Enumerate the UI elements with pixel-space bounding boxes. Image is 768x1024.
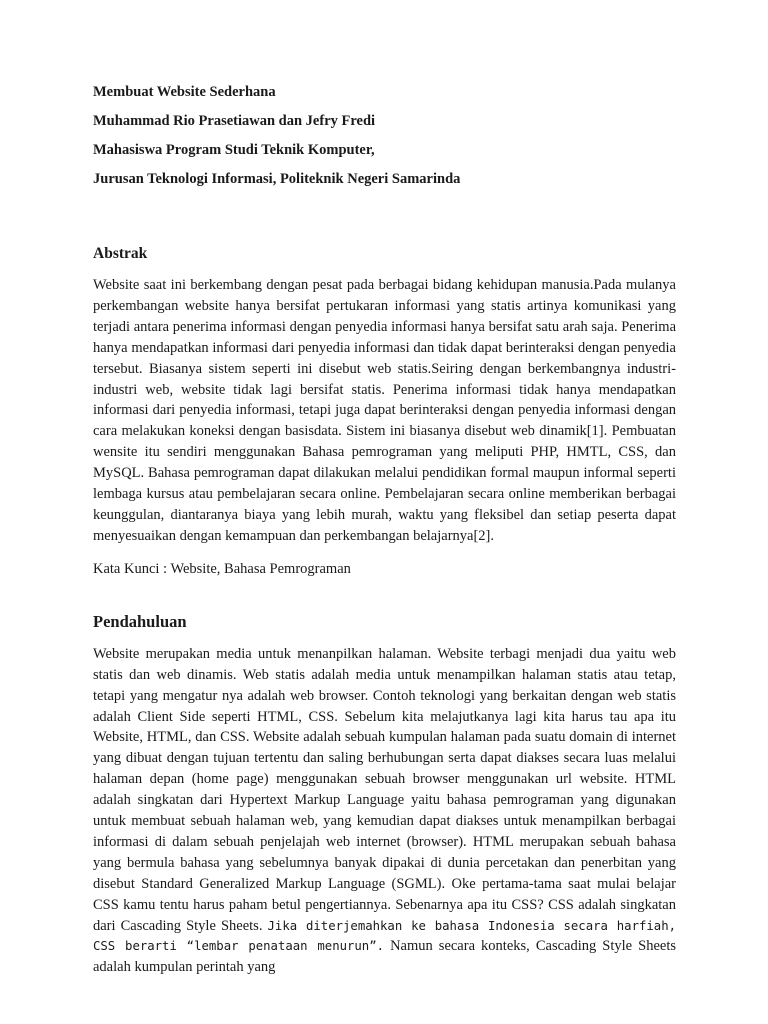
abstract-paragraph: Website saat ini berkembang dengan pesat pada berbagai bidang kehidupan manusia.Pada mulanya perkembangan website hanya bersifat pertukaran informasi yang statis artinya komunikasi yang terjadi antara penerima informasi dengan penyedia informasi hanya bersifat satu arah saja. Penerima hanya mendapatkan informasi dari penyedia informasi dan tidak dapat berinteraksi dengan penyedia tersebut. Biasanya sistem seperti ini disebut web statis.Seiring dengan berkembangnya industri-industri web, website tidak lagi bersifat statis. Penerima informasi tidak hanya mendapatkan informasi dari penyedia informasi, tetapi juga dapat berinteraksi dengan penyedia informasi dengan cara melakukan koneksi dengan basisdata. Sistem ini biasanya disebut web dinamik[1]. Pembuatan wensite itu sendiri menggunakan Bahasa pemrograman yang meliputi PHP, HMTL, CSS, dan MySQL. Bahasa pemrograman dapat dilakukan melalui pendidikan formal maupun informal seperti lembaga kursus atau pembelajaran secara online. Pembelajaran secara online memberikan berbagai keunggulan, diantaranya biaya yang lebih murah, waktu yang fleksibel dan setiap peserta dapat menyesuaikan dengan kemampuan dan perkembangan belajarnya[2].	[93, 277, 676, 544]
paper-header	[93, 0, 676, 188]
paper-affiliation-department: Jurusan Teknologi Informasi, Politeknik Negeri Samarinda	[93, 171, 461, 187]
introduction-text-end: Namun secara konteks, Cascading Style Sheets adalah kumpulan perintah yang	[93, 938, 676, 976]
paper-title: Membuat Website Sederhana	[93, 84, 276, 100]
introduction-text-tail: Jika diterjemahkan ke bahasa Indonesia secara harfiah, CSS berarti “lembar penataan menurun”.	[93, 918, 677, 954]
introduction-text: Website merupakan media untuk menanpilkan halaman. Website terbagi menjadi dua yaitu web statis dan web dinamis. Web statis adalah media untuk menampilkan halaman statis atau tetap, tetapi yang mengatur nya adalah web browser. Contoh teknologi yang berkaitan dengan web statis adalah Client Side seperti HTML, CSS. Sebelum kita melajutkanya lagi kita harus tau apa itu Website, HTML, dan CSS. Website adalah sebuah kumpulan halaman pada suatu domain di internet yang dibuat dengan tujuan tertentu dan saling berhubungan serta dapat diakses secara luas melalui halaman depan (home page) menggunakan sebuah browser menggunakan url website. HTML adalah singkatan dari Hypertext Markup Language yaitu bahasa pemrograman yang digunakan untuk membuat sebuah halaman web, yang kemudian dapat diakses untuk menampilkan berbagai informasi di dalam sebuah penjelajah web internet (browser). HTML merupakan sebuah bahasa yang bermula bahasa yang sebelumnya banyak dipakai di dunia percetakan dan penerbitan yang disebut Standard Generalized Markup Language (SGML). Oke pertama-tama saat mulai belajar CSS kamu tentu harus paham betul pengertiannya. Sebenarnya apa itu CSS? CSS adalah singkatan dari Cascading Style Sheets.	[93, 645, 676, 934]
paper-affiliation-program: Mahasiswa Program Studi Teknik Komputer,	[93, 142, 375, 158]
abstract-heading: Abstrak	[93, 245, 148, 262]
introduction-paragraph	[93, 644, 676, 979]
paper-authors: Muhammad Rio Prasetiawan dan Jefry Fredi	[93, 113, 376, 129]
introduction-heading: Pendahuluan	[93, 611, 187, 631]
keywords-line: Kata Kunci : Website, Bahasa Pemrograman	[93, 560, 351, 577]
